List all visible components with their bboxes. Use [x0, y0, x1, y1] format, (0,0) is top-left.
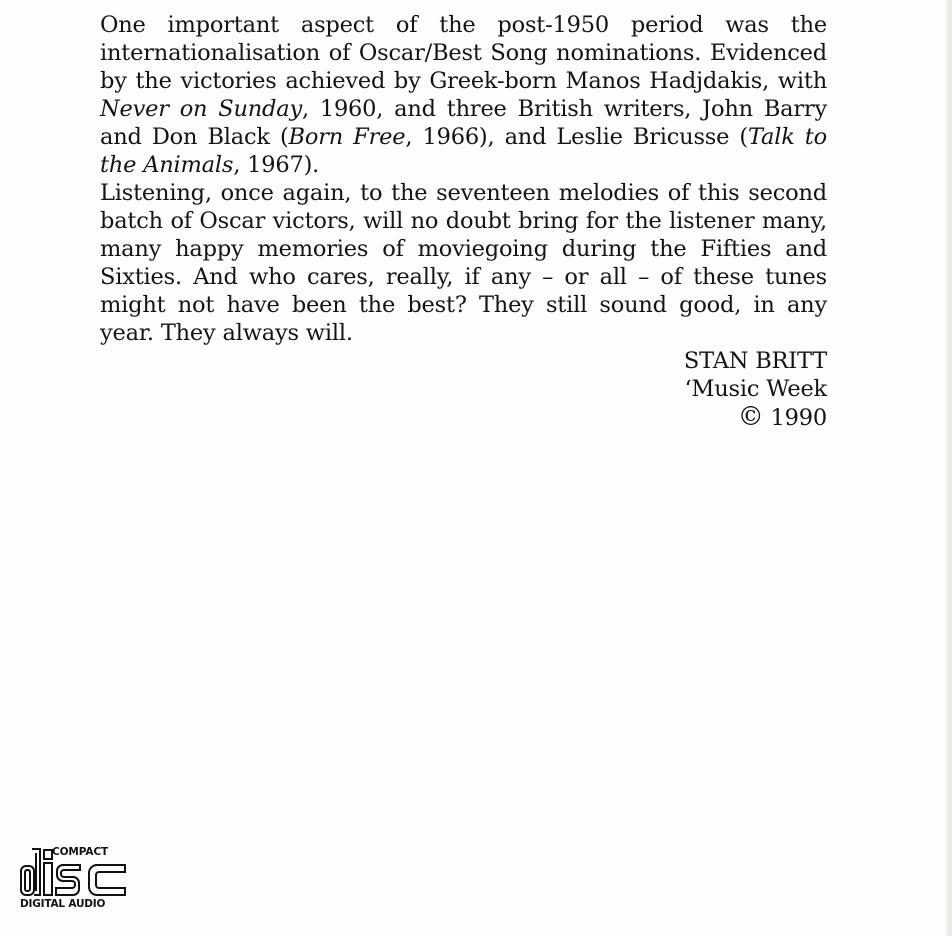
- film-title: Talk to the Animals: [100, 124, 827, 178]
- logo-bottom-label: DIGITAL AUDIO: [20, 898, 106, 910]
- compact-disc-logo: [18, 846, 128, 912]
- paragraph-international-nominations: [100, 11, 827, 179]
- paragraph-listening: Listening, once again, to the seventeen melodies of this second batch of Oscar victors, will no doubt bring for the listener many, many happy memories of moviegoing during the Fifties and Sixties. And who cares, really, if any – or all – of these tunes might not have been the best? They still sound good, in any year. They always will.: [100, 180, 827, 346]
- paragraph-text-segment: , 1966), and Leslie Bricusse (: [405, 124, 748, 150]
- paragraph-text-segment: One important aspect of the post-1950 period was the internationalisation of Oscar/Best Song nominations. Evidenced by the victories achieved by Greek-born Manos Hadjdakis, with: [100, 12, 827, 94]
- copyright-icon: ©: [737, 402, 764, 432]
- page-edge-shadow: [946, 0, 952, 936]
- film-title: Born Free: [288, 124, 406, 150]
- copyright-year: 1990: [770, 405, 827, 431]
- copyright-line: [100, 403, 827, 432]
- author-name: STAN BRITT: [683, 348, 827, 374]
- liner-notes-article: [100, 11, 827, 432]
- publication-name: ‘Music Week: [684, 376, 827, 402]
- film-title: Never on Sunday: [100, 96, 302, 122]
- signature-block: [100, 347, 827, 432]
- paragraph-text-segment: , 1967).: [233, 152, 320, 178]
- paragraph-text-segment: , 1960, and three British writers, John Barry and Don Black (: [100, 96, 827, 150]
- logo-top-label: COMPACT: [52, 846, 109, 858]
